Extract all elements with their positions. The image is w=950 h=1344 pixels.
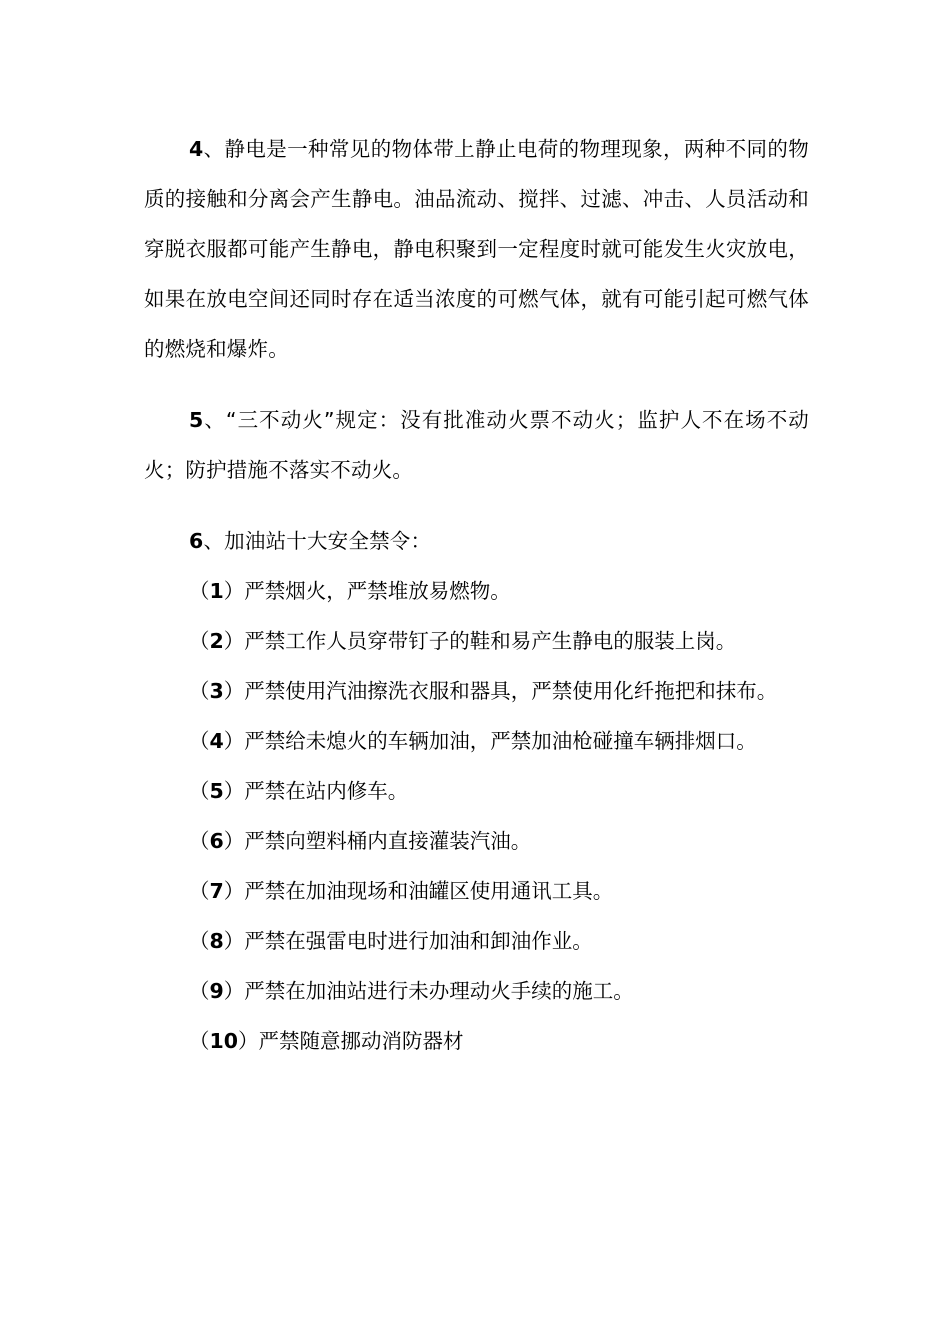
paragraph-text: 、静电是一种常见的物体带上静止电荷的物理现象，两种不同的物质的接触和分离会产生静电。油品流动、搅拌、过滤、冲击、人员活动和穿脱衣服都可能产生静电，静电积聚到一定程度时就可能发生火灾放电，如果在放电空间还同时存在适当浓度的可燃气体，就有可能引起可燃气体的燃烧和爆炸。 xyxy=(144,137,809,361)
list-item: （7）严禁在加油现场和油罐区使用通讯工具。 xyxy=(189,879,614,903)
item-text: 严禁给未熄火的车辆加油，严禁加油枪碰撞车辆排烟口。 xyxy=(244,729,757,753)
item-text: 严禁在加油现场和油罐区使用通讯工具。 xyxy=(244,879,614,903)
item-number: 9 xyxy=(209,979,224,1003)
item-number: 2 xyxy=(209,629,224,653)
item-text: 严禁烟火，严禁堆放易燃物。 xyxy=(244,579,511,603)
paragraph-static-electricity xyxy=(144,124,809,374)
item-number: 7 xyxy=(209,879,224,903)
list-item: （6）严禁向塑料桶内直接灌装汽油。 xyxy=(189,829,532,853)
list-item: （4）严禁给未熄火的车辆加油，严禁加油枪碰撞车辆排烟口。 xyxy=(189,729,757,753)
list-item: （10）严禁随意挪动消防器材 xyxy=(189,1029,464,1053)
heading-text: 、加油站十大安全禁令： xyxy=(203,529,432,553)
item-text: 严禁工作人员穿带钉子的鞋和易产生静电的服装上岗。 xyxy=(244,629,737,653)
section-number: 4 xyxy=(189,137,204,161)
item-number: 6 xyxy=(209,829,224,853)
list-item: （2）严禁工作人员穿带钉子的鞋和易产生静电的服装上岗。 xyxy=(189,629,737,653)
safety-ban-list xyxy=(144,566,809,1066)
item-text: 严禁在加油站进行未办理动火手续的施工。 xyxy=(244,979,634,1003)
list-item: （1）严禁烟火，严禁堆放易燃物。 xyxy=(189,579,511,603)
item-text: 严禁向塑料桶内直接灌装汽油。 xyxy=(244,829,532,853)
section-number: 5 xyxy=(189,408,204,432)
list-item: （5）严禁在站内修车。 xyxy=(189,779,409,803)
item-text: 严禁在站内修车。 xyxy=(244,779,409,803)
item-number: 5 xyxy=(209,779,224,803)
item-number: 3 xyxy=(209,679,224,703)
paragraph-safety-bans-heading xyxy=(144,516,809,566)
list-item: （3）严禁使用汽油擦洗衣服和器具，严禁使用化纤拖把和抹布。 xyxy=(189,679,778,703)
item-number: 10 xyxy=(209,1029,239,1053)
list-item: （9）严禁在加油站进行未办理动火手续的施工。 xyxy=(189,979,634,1003)
list-item: （8）严禁在强雷电时进行加油和卸油作业。 xyxy=(189,929,593,953)
paragraph-text: 、“三不动火”规定：没有批准动火票不动火；监护人不在场不动火；防护措施不落实不动火。 xyxy=(144,408,809,482)
item-text: 严禁在强雷电时进行加油和卸油作业。 xyxy=(244,929,593,953)
paragraph-three-no-fire-rule xyxy=(144,395,809,495)
item-number: 4 xyxy=(209,729,224,753)
item-number: 8 xyxy=(209,929,224,953)
item-number: 1 xyxy=(209,579,224,603)
section-number: 6 xyxy=(189,529,204,553)
item-text: 严禁使用汽油擦洗衣服和器具，严禁使用化纤拖把和抹布。 xyxy=(244,679,778,703)
item-text: 严禁随意挪动消防器材 xyxy=(258,1029,464,1053)
